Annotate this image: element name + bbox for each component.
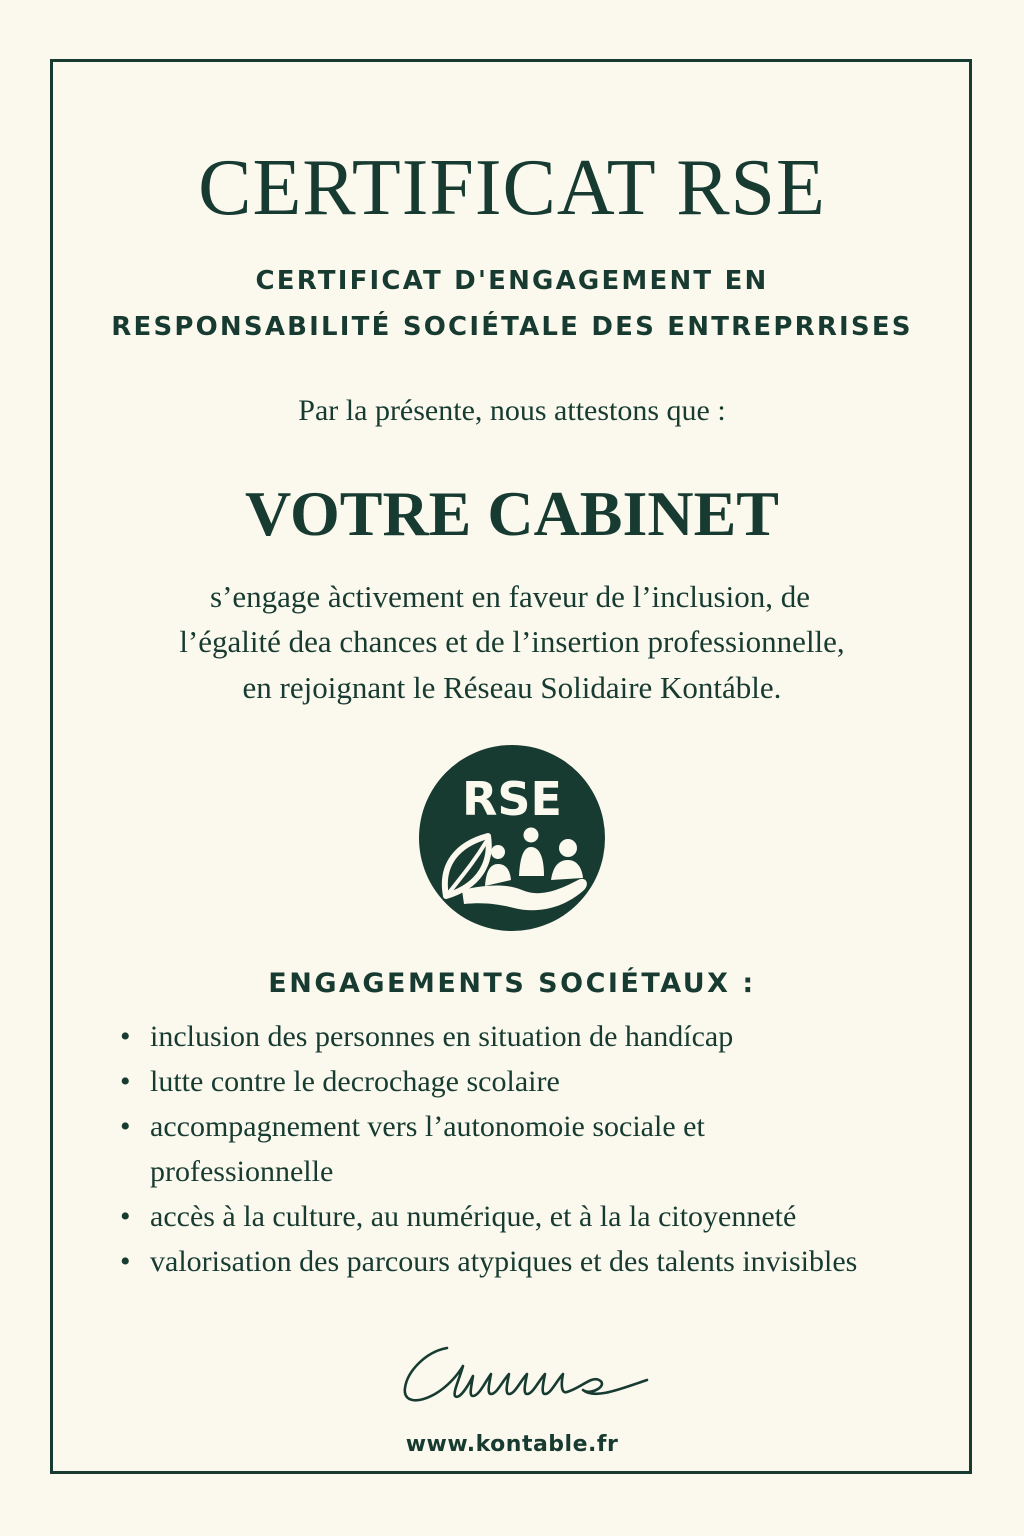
commitments-list xyxy=(120,1014,940,1284)
list-item xyxy=(120,1194,940,1239)
list-item xyxy=(120,1059,940,1104)
commitment-text: accès à la culture, au numérique, et à la la citoyenneté xyxy=(150,1200,797,1233)
list-item xyxy=(120,1014,940,1059)
commitment-text: lutte contre le decrochage scolaire xyxy=(150,1065,560,1098)
bullet-icon: • xyxy=(120,1065,131,1098)
bullet-icon: • xyxy=(120,1245,131,1278)
pledge-line-3: en rejoignant le Réseau Solidaire Kontáble. xyxy=(242,670,782,705)
bullet-icon: • xyxy=(120,1110,131,1143)
signature-icon xyxy=(395,1330,665,1410)
pledge-line-1: s’engage àctivement en faveur de l’inclusion, de xyxy=(210,579,810,614)
certificate-title: CERTIFICAT RSE xyxy=(198,144,826,232)
website-link[interactable]: www.kontable.fr xyxy=(405,1432,619,1457)
bullet-icon: • xyxy=(120,1020,131,1053)
rse-logo-icon xyxy=(418,744,606,932)
commitment-text: inclusion des personnes en situation de handícap xyxy=(150,1020,734,1053)
commitment-text: valorisation des parcours atypiques et des talents invisibles xyxy=(150,1245,858,1278)
list-item xyxy=(120,1104,790,1194)
attestation-intro: Par la présente, nous attestons que : xyxy=(298,394,726,427)
rse-logo-text: RSE xyxy=(462,772,562,826)
bullet-icon: • xyxy=(120,1200,131,1233)
section-heading-commitments: ENGAGEMENTS SOCIÉTAUX : xyxy=(268,968,756,999)
list-item xyxy=(120,1239,870,1284)
certificate-subtitle-line-2: RESPONSABILITÉ SOCIÉTALE DES ENTREPRRISES xyxy=(111,312,913,342)
commitment-text: accompagnement vers l’autonomoie sociale et professionnelle xyxy=(150,1110,705,1188)
certificate-subtitle-line-1: CERTIFICAT D'ENGAGEMENT EN xyxy=(255,266,769,296)
company-name: VOTRE CABINET xyxy=(245,478,779,549)
pledge-line-2: l’égalité dea chances et de l’insertion professionnelle, xyxy=(179,624,845,659)
